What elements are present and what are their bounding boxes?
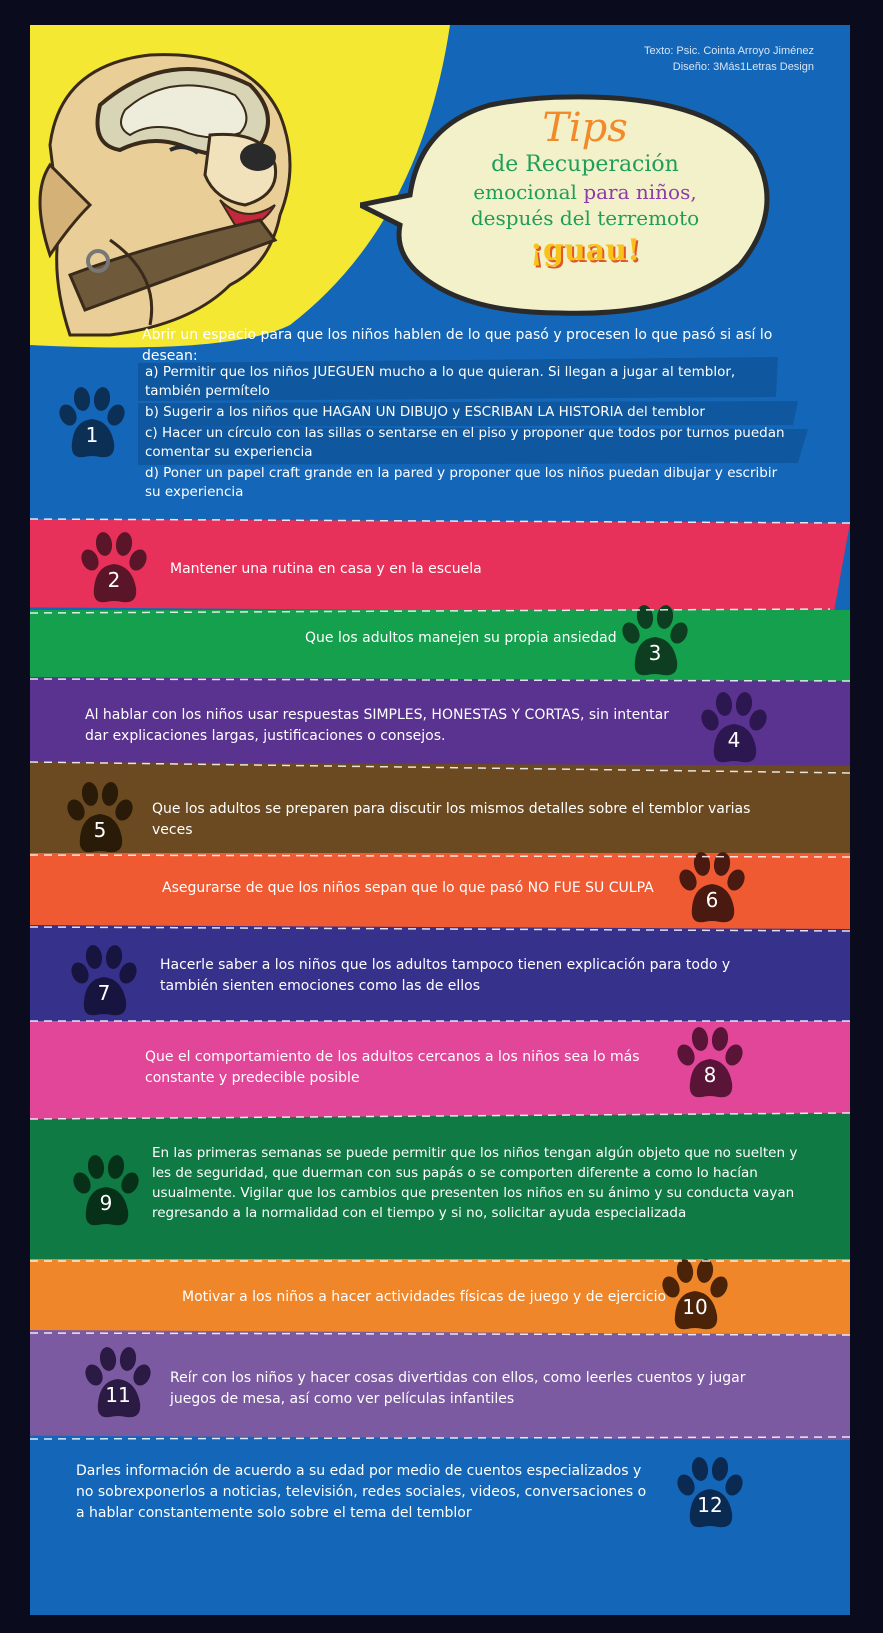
item-4-text: Al hablar con los niños usar respuestas SIMPLES, HONESTAS Y CORTAS, sin intentar dar explicaciones largas, justificaciones o consejos.: [85, 707, 669, 744]
title-para: para: [583, 180, 630, 204]
item-10-text: Motivar a los niños a hacer actividades físicas de juego y de ejercicio: [182, 1289, 667, 1305]
item-1-number: 1: [85, 423, 99, 447]
item-9-number: 9: [99, 1191, 113, 1215]
item-7-number: 7: [97, 981, 111, 1005]
credits-text: Texto: Psic. Cointa Arroyo Jiménez: [644, 45, 814, 57]
item-1-sub-b: b) Sugerir a los niños que HAGAN UN DIBUJO y ESCRIBAN LA HISTORIA del temblor: [145, 404, 705, 420]
item-2-number: 2: [107, 568, 121, 592]
title-ninos: niños,: [635, 180, 697, 204]
item-9-text: En las primeras semanas se puede permitir que los niños tengan algún objeto que no suelten y les de seguridad, que duerman con sus papás o se comporten diferente a como lo hacían usualmente. Vigilar que los cambios que presenten los niños en su ánimo y su conducta vayan regresando a la normalidad con el tiempo y si no, solicitar ayuda especializada: [152, 1145, 798, 1221]
item-8-number: 8: [703, 1063, 717, 1087]
title-tips: Tips: [542, 105, 628, 151]
item-1-sub-a: a) Permitir que los niños JUEGUEN mucho a lo que quieran. Si llegan a jugar al temblor, también permítelo: [145, 364, 736, 399]
item-8-text: Que el comportamiento de los adultos cercanos a los niños sea lo más constante y predecible posible: [145, 1049, 640, 1086]
infographic-poster: [30, 25, 850, 1615]
title-line3: después del terremoto: [470, 206, 700, 230]
dashed-separators: [30, 25, 850, 1615]
item-7-text: Hacerle saber a los niños que los adultos tampoco tienen explicación para todo y también sienten emociones como las de ellos: [160, 957, 731, 994]
title-line1: de Recuperación: [491, 152, 679, 177]
item-6-text: Asegurarse de que los niños sepan que lo que pasó NO FUE SU CULPA: [162, 880, 654, 896]
item-5-number: 5: [93, 818, 107, 842]
item-4-number: 4: [727, 728, 741, 752]
item-3-text: Que los adultos manejen su propia ansiedad: [305, 630, 617, 646]
item-12-number: 12: [697, 1493, 723, 1517]
credits-design: Diseño: 3Más1Letras Design: [672, 61, 814, 73]
item-1-sub-d: d) Poner un papel craft grande en la pared y proponer que los niños puedan dibujar y escribir su experiencia: [145, 465, 778, 500]
title-guau: ¡guau!: [529, 233, 641, 268]
item-2-text: Mantener una rutina en casa y en la escuela: [170, 561, 482, 577]
title-emocional: emocional: [473, 180, 577, 204]
item-1-intro: Abrir un espacio para que los niños hablen de lo que pasó y procesen lo que pasó si así lo desean:: [142, 327, 773, 364]
item-11-text: Reír con los niños y hacer cosas divertidas con ellos, como leerles cuentos y jugar juegos de mesa, así como ver películas infantiles: [170, 1370, 746, 1407]
item-1-sub-c: c) Hacer un círculo con las sillas o sentarse en el piso y proponer que todos por turnos puedan comentar su experiencia: [145, 425, 785, 460]
item-12-text: Darles información de acuerdo a su edad por medio de cuentos especializados y no sobrexponerlos a noticias, televisión, redes sociales, videos, conversaciones o a hablar constantemente solo sobre el tema del temblor: [76, 1463, 647, 1521]
item-3-number: 3: [648, 641, 662, 665]
item-10-number: 10: [682, 1295, 708, 1319]
item-5-text: Que los adultos se preparen para discutir los mismos detalles sobre el temblor varias veces: [152, 801, 751, 838]
item-11-number: 11: [105, 1383, 131, 1407]
item-6-number: 6: [705, 888, 719, 912]
